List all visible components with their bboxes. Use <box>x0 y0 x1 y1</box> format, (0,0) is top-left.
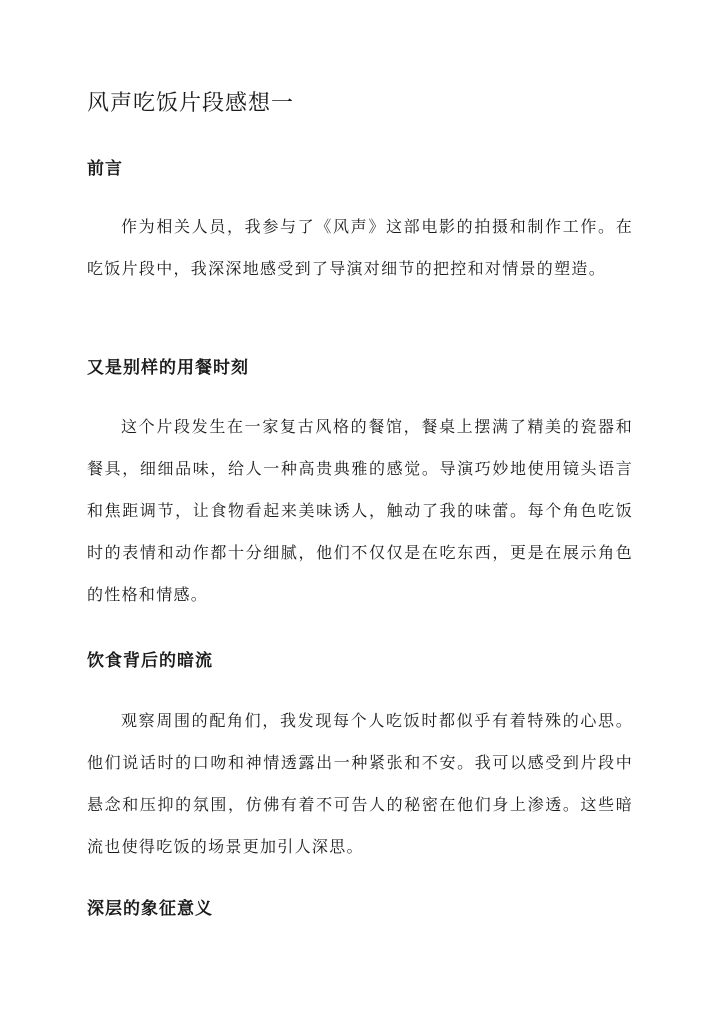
section-heading-dining-moment: 又是别样的用餐时刻 <box>87 358 249 378</box>
section-heading-preface: 前言 <box>87 159 123 179</box>
section-heading-symbolism: 深层的象征意义 <box>87 899 213 919</box>
section-heading-undercurrent: 饮食背后的暗流 <box>87 651 213 671</box>
section-paragraph-undercurrent: 观察周围的配角们，我发现每个人吃饭时都似乎有着特殊的心思。他们说话时的口吻和神情透露出一种紧张和不安。我可以感受到片段中悬念和压抑的氛围，仿佛有着不可告人的秘密在他们身上渗透。这些暗流也使得吃饭的场景更加引人深思。 <box>87 711 633 856</box>
section-paragraph-dining-moment: 这个片段发生在一家复古风格的餐馆，餐桌上摆满了精美的瓷器和餐具，细细品味，给人一种高贵典雅的感觉。导演巧妙地使用镜头语言和焦距调节，让食物看起来美味诱人，触动了我的味蕾。每个角色吃饭时的表情和动作都十分细腻，他们不仅仅是在吃东西，更是在展示角色的性格和情感。 <box>87 417 633 604</box>
document-title: 风声吃饭片段感想一 <box>87 91 295 116</box>
section-paragraph-preface: 作为相关人员，我参与了《风声》这部电影的拍摄和制作工作。在吃饭片段中，我深深地感受到了导演对细节的把控和对情景的塑造。 <box>87 217 633 278</box>
